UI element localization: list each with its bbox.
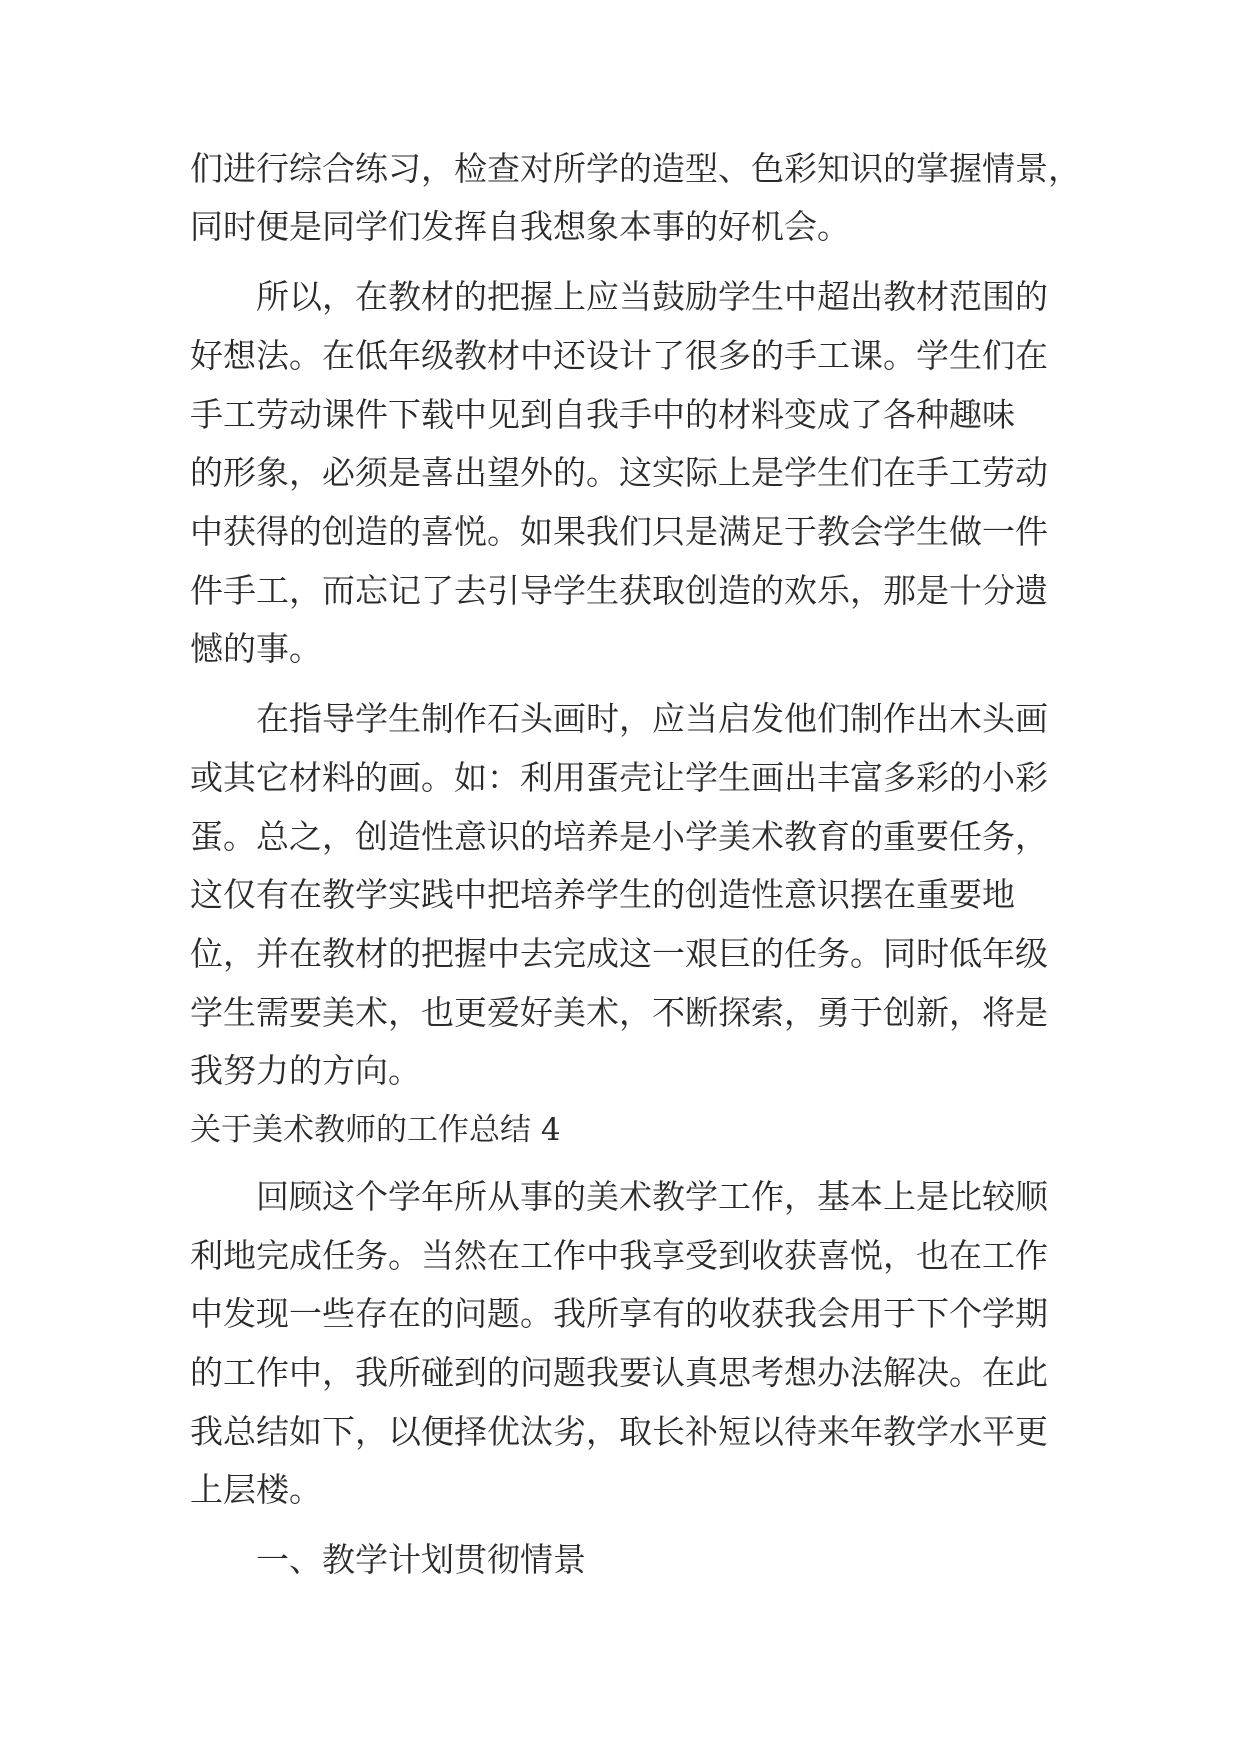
text-line-content: 位，并在教材的把握中去完成这一艰巨的任务。同时低年级 bbox=[190, 934, 1048, 973]
text-line bbox=[0, 1284, 1241, 1344]
text-line bbox=[0, 748, 1241, 808]
text-line bbox=[0, 1041, 1241, 1101]
text-line bbox=[0, 385, 1241, 445]
text-line-content: 手工劳动课件下载中见到自我手中的材料变成了各种趣味 bbox=[190, 395, 1015, 434]
text-line bbox=[0, 983, 1241, 1043]
paragraph-first-line bbox=[0, 689, 1241, 749]
text-line-content: 这仅有在教学实践中把培养学生的创造性意识摆在重要地 bbox=[190, 875, 1015, 914]
text-line bbox=[0, 561, 1241, 621]
text-line-content: 我努力的方向。 bbox=[190, 1051, 421, 1090]
section-heading bbox=[0, 1100, 1241, 1160]
text-line bbox=[0, 865, 1241, 925]
text-line bbox=[0, 502, 1241, 562]
text-line bbox=[0, 443, 1241, 503]
text-line-content: 我总结如下，以便择优汰劣，取长补短以待来年教学水平更 bbox=[190, 1412, 1048, 1451]
text-line-content: 蛋。总之，创造性意识的培养是小学美术教育的重要任务， bbox=[190, 817, 1048, 856]
text-line-content: 一、教学计划贯彻情景 bbox=[256, 1540, 586, 1579]
paragraph-first-line bbox=[0, 1167, 1241, 1227]
text-line-content: 同时便是同学们发挥自我想象本事的好机会。 bbox=[190, 207, 850, 246]
text-line-content: 们进行综合练习，检查对所学的造型、色彩知识的掌握情景， bbox=[190, 149, 1081, 188]
text-line-content: 好想法。在低年级教材中还设计了很多的手工课。学生们在 bbox=[190, 336, 1048, 375]
text-line-content: 或其它材料的画。如：利用蛋壳让学生画出丰富多彩的小彩 bbox=[190, 758, 1048, 797]
text-line-content: 所以，在教材的把握上应当鼓励学生中超出教材范围的 bbox=[256, 277, 1048, 316]
text-line bbox=[0, 197, 1241, 257]
text-line-content: 中获得的创造的喜悦。如果我们只是满足于教会学生做一件 bbox=[190, 512, 1048, 551]
text-line bbox=[0, 139, 1241, 199]
text-line-content: 在指导学生制作石头画时，应当启发他们制作出木头画 bbox=[256, 699, 1048, 738]
paragraph-first-line bbox=[0, 267, 1241, 327]
text-line bbox=[0, 1226, 1241, 1286]
text-line bbox=[0, 1460, 1241, 1520]
text-line-content: 的工作中，我所碰到的问题我要认真思考想办法解决。在此 bbox=[190, 1353, 1048, 1392]
text-line-content: 上层楼。 bbox=[190, 1470, 322, 1509]
text-line bbox=[0, 326, 1241, 386]
text-line bbox=[0, 924, 1241, 984]
text-line bbox=[0, 1402, 1241, 1462]
text-line bbox=[0, 807, 1241, 867]
section-heading-text: 关于美术教师的工作总结 4 bbox=[190, 1112, 561, 1148]
text-line-content: 中发现一些存在的问题。我所享有的收获我会用于下个学期 bbox=[190, 1294, 1048, 1333]
text-line-content: 利地完成任务。当然在工作中我享受到收获喜悦，也在工作 bbox=[190, 1236, 1048, 1275]
text-line-content: 憾的事。 bbox=[190, 629, 322, 668]
text-line-content: 的形象，必须是喜出望外的。这实际上是学生们在手工劳动 bbox=[190, 453, 1048, 492]
text-line-content: 回顾这个学年所从事的美术教学工作，基本上是比较顺 bbox=[256, 1177, 1048, 1216]
text-line-content: 件手工，而忘记了去引导学生获取创造的欢乐，那是十分遗 bbox=[190, 571, 1048, 610]
subsection-heading bbox=[0, 1530, 1241, 1590]
text-line bbox=[0, 619, 1241, 679]
text-line bbox=[0, 1343, 1241, 1403]
text-line-content: 学生需要美术，也更爱好美术，不断探索，勇于创新，将是 bbox=[190, 993, 1048, 1032]
